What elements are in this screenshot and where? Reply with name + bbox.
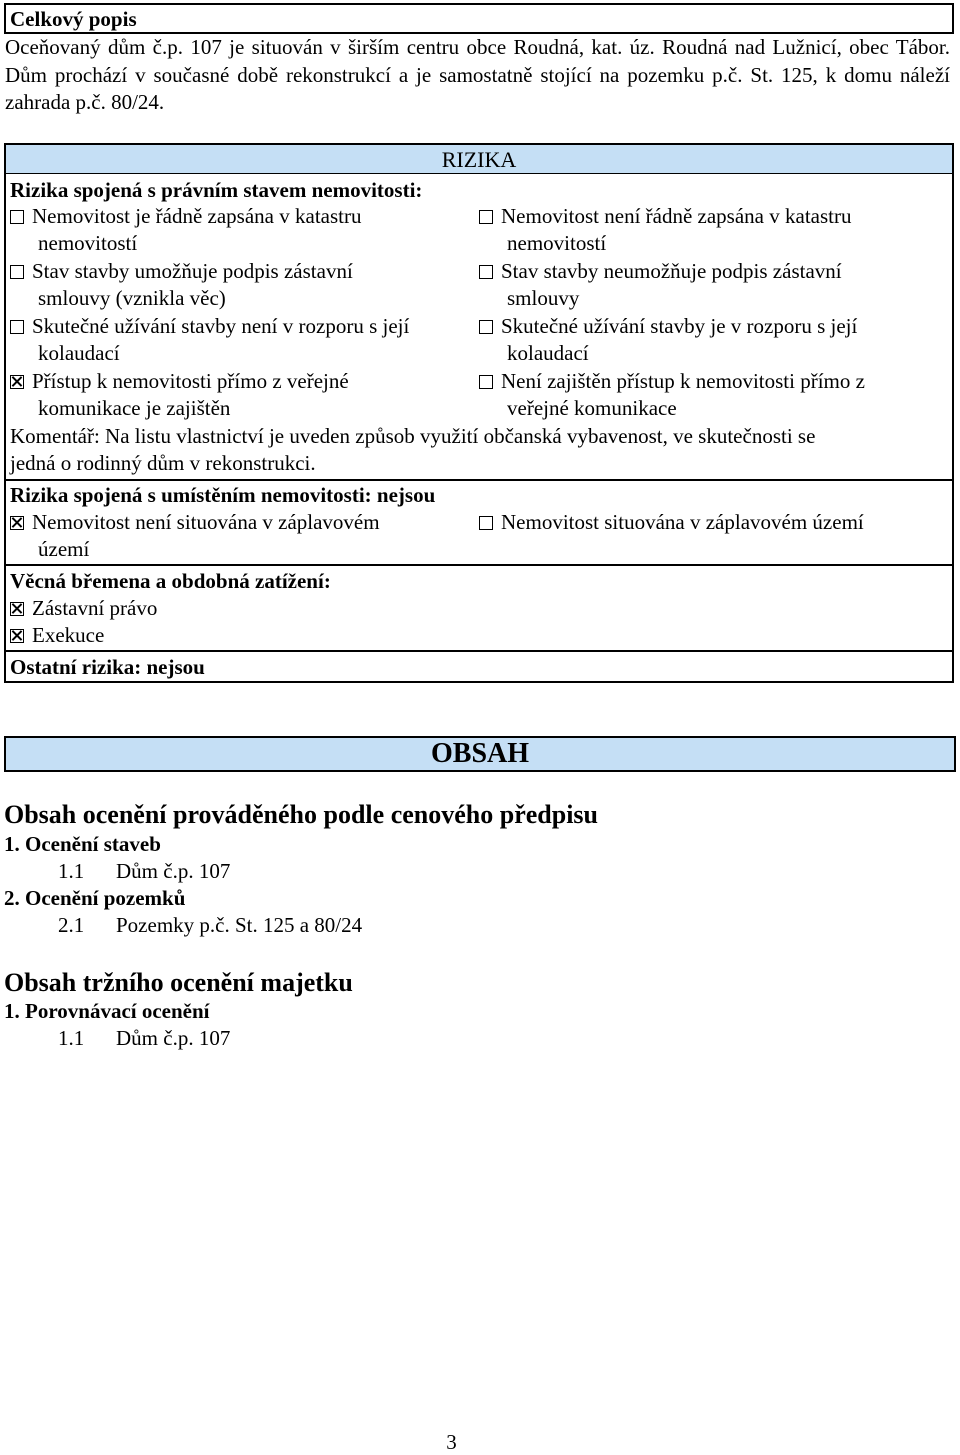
ostatni-rizika-label: Ostatní rizika: nejsou: [10, 655, 205, 679]
pravni-stav-label: Rizika spojená s právním stavem nemovitosti:: [10, 178, 423, 202]
toc-heading-trzni: Obsah tržního ocenění majetku: [4, 968, 353, 997]
checked-checkbox-icon: [10, 375, 24, 389]
toc-section-trzni-1: 1. Porovnávací ocenění: [4, 999, 210, 1023]
checkbox-icon: [10, 210, 24, 224]
rizika-box: [4, 143, 954, 683]
checkbox-icon: [479, 265, 493, 279]
umisteni-label: Rizika spojená s umístěním nemovitosti: nejsou: [10, 483, 436, 507]
bremeno-item-1: Zástavní právo: [10, 595, 475, 622]
pravni-komentar: Komentář: Na listu vlastnictví je uveden způsob využití občanská vybavenost, ve skutečnosti se jedná o rodinný dům v rekonstrukci.: [10, 424, 816, 475]
risk-item-right-2: Stav stavby neumožňuje podpis zástavní smlouvy: [479, 258, 949, 312]
divider: [6, 479, 952, 481]
divider: [6, 650, 952, 652]
checkbox-icon: [10, 320, 24, 334]
toc-item: 1.1 Dům č.p. 107: [58, 859, 231, 883]
celkovy-popis-text: Oceňovaný dům č.p. 107 je situován v širším centru obce Roudná, kat. úz. Roudná nad Lužnicí, obec Tábor. Dům prochází v současné době rekonstrukcí a je samostatně stojící na pozemku p.č. St. 125, k domu náleží zahrada p.č. 80/24.: [5, 35, 950, 114]
risk-item-left-2: Stav stavby umožňuje podpis zástavní smlouvy (vznikla věc): [10, 258, 475, 312]
checked-checkbox-icon: [10, 516, 24, 530]
risk-item-right-3: Skutečné užívání stavby je v rozporu s její kolaudací: [479, 313, 949, 367]
toc-item: 1.1 Dům č.p. 107: [58, 1026, 231, 1050]
obsah-title: OBSAH: [4, 736, 956, 772]
checked-checkbox-icon: [10, 629, 24, 643]
risk-item-left-3: Skutečné užívání stavby není v rozporu s její kolaudací: [10, 313, 475, 367]
checkbox-icon: [479, 375, 493, 389]
checkbox-icon: [479, 516, 493, 530]
toc-section-2: 2. Ocenění pozemků: [4, 886, 186, 910]
checkbox-icon: [479, 210, 493, 224]
risk-item-left-4: Přístup k nemovitosti přímo z veřejné komunikace je zajištěn: [10, 368, 475, 422]
umisteni-item-left: Nemovitost není situována v záplavovém území: [10, 509, 475, 563]
checkbox-icon: [10, 265, 24, 279]
checkbox-icon: [479, 320, 493, 334]
rizika-title: RIZIKA: [6, 145, 952, 174]
checked-checkbox-icon: [10, 602, 24, 616]
umisteni-item-right: Nemovitost situována v záplavovém území: [479, 509, 949, 536]
bremeno-item-2: Exekuce: [10, 622, 475, 649]
risk-item-right-1: Nemovitost není řádně zapsána v katastru nemovitostí: [479, 203, 949, 257]
divider: [6, 564, 952, 566]
bremena-label: Věcná břemena a obdobná zatížení:: [10, 569, 331, 593]
celkovy-popis-heading: Celkový popis: [4, 3, 954, 34]
page-number: 3: [446, 1430, 457, 1454]
toc-item: 2.1 Pozemky p.č. St. 125 a 80/24: [58, 913, 363, 937]
toc-heading-predpis: Obsah ocenění prováděného podle cenového předpisu: [4, 800, 599, 829]
risk-item-right-4: Není zajištěn přístup k nemovitosti přímo z veřejné komunikace: [479, 368, 949, 422]
risk-item-left-1: Nemovitost je řádně zapsána v katastru nemovitostí: [10, 203, 475, 257]
toc-section-1: 1. Ocenění staveb: [4, 832, 161, 856]
